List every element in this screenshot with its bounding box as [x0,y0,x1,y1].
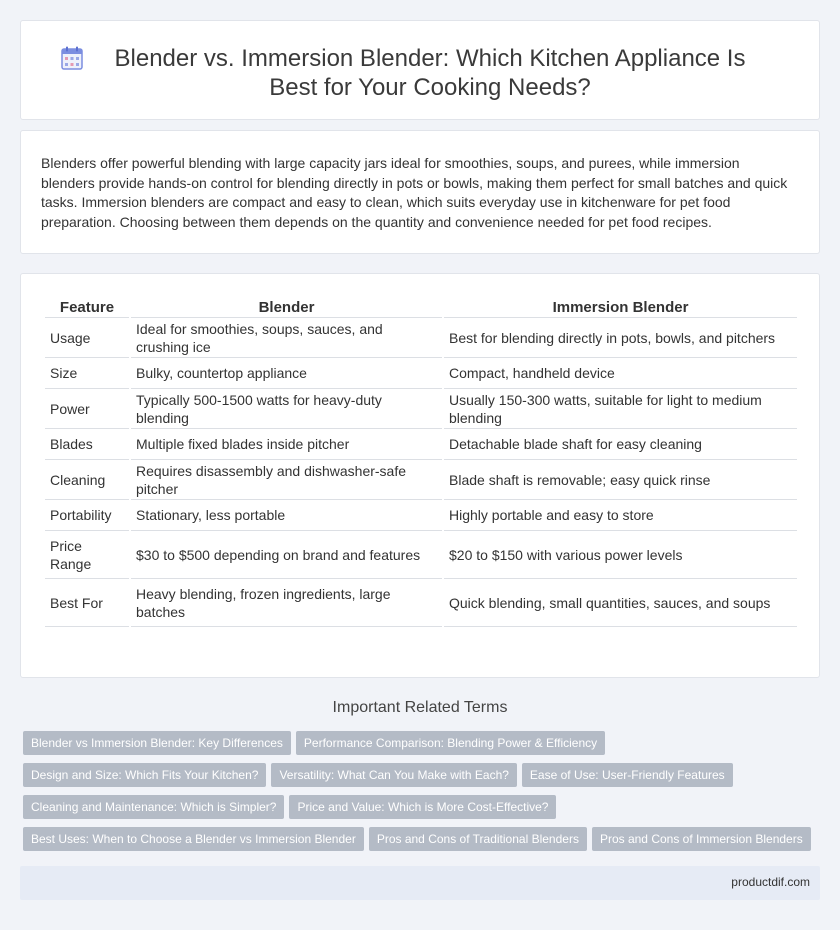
table-cell-feature: Power [45,389,129,429]
table-row [45,460,797,500]
table-row [45,579,797,627]
table-cell-immersion: Detachable blade shaft for easy cleaning [444,429,797,460]
table-cell-immersion: $20 to $150 with various power levels [444,531,797,579]
related-tag[interactable]: Ease of Use: User-Friendly Features [522,763,733,787]
table-row [45,358,797,389]
tag-row [23,795,823,827]
table-cell-blender: $30 to $500 depending on brand and features [131,531,442,579]
table-row [45,318,797,358]
table-row [45,429,797,460]
summary-card [20,130,820,254]
related-tag[interactable]: Pros and Cons of Traditional Blenders [369,827,587,851]
title-card [20,20,820,120]
table-cell-blender: Stationary, less portable [131,500,442,531]
table-cell-immersion: Best for blending directly in pots, bowls, and pitchers [444,318,797,358]
related-terms-tags [23,731,823,859]
related-tag[interactable]: Versatility: What Can You Make with Each? [271,763,516,787]
related-terms-heading: Important Related Terms [332,699,508,716]
table-row [45,389,797,429]
comparison-table [43,296,799,627]
table-cell-feature: Size [45,358,129,389]
related-tag[interactable]: Blender vs Immersion Blender: Key Differences [23,731,291,755]
calendar-grid-icon [61,46,83,70]
table-cell-blender: Requires disassembly and dishwasher-safe pitcher [131,460,442,500]
comparison-table-card [20,273,820,678]
table-cell-feature: Price Range [45,531,129,579]
related-tag[interactable]: Best Uses: When to Choose a Blender vs Immersion Blender [23,827,364,851]
tag-row [23,827,823,859]
table-cell-feature: Blades [45,429,129,460]
summary-text: Blenders offer powerful blending with large capacity jars ideal for smoothies, soups, and purees, while immersion blenders provide hands-on control for blending directly in pots or bowls, making them perfect for small batches and quick tasks. Immersion blenders are compact and easy to clean, which suits everyday use in kitchenware for pet food preparation. Choosing between them depends on the quantity and convenience needed for pet food recipes. [41,155,788,230]
table-cell-feature: Usage [45,318,129,358]
table-cell-immersion: Usually 150-300 watts, suitable for light to medium blending [444,389,797,429]
table-cell-blender: Ideal for smoothies, soups, sauces, and crushing ice [131,318,442,358]
header-blender: Blender [131,296,442,318]
footer-site-link[interactable]: productdif.com [731,875,810,889]
table-cell-immersion: Highly portable and easy to store [444,500,797,531]
table-cell-immersion: Quick blending, small quantities, sauces, and soups [444,579,797,627]
table-cell-blender: Typically 500-1500 watts for heavy-duty blending [131,389,442,429]
table-cell-immersion: Blade shaft is removable; easy quick rinse [444,460,797,500]
table-cell-feature: Best For [45,579,129,627]
header-immersion-blender: Immersion Blender [444,296,797,318]
related-tag[interactable]: Cleaning and Maintenance: Which is Simpler? [23,795,284,819]
title-wrap [21,44,819,102]
table-cell-feature: Portability [45,500,129,531]
table-cell-blender: Heavy blending, frozen ingredients, large batches [131,579,442,627]
related-tag[interactable]: Performance Comparison: Blending Power & Efficiency [296,731,605,755]
related-tag[interactable]: Design and Size: Which Fits Your Kitchen? [23,763,266,787]
tag-row [23,731,823,763]
footer [20,866,820,900]
tag-row [23,763,823,795]
related-tag[interactable]: Pros and Cons of Immersion Blenders [592,827,811,851]
page-title: Blender vs. Immersion Blender: Which Kitchen Appliance Is Best for Your Cooking Needs? [114,45,746,101]
table-header-row [45,296,797,318]
table-row [45,531,797,579]
header-feature: Feature [45,296,129,318]
table-cell-blender: Bulky, countertop appliance [131,358,442,389]
related-tag[interactable]: Price and Value: Which is More Cost-Effective? [289,795,556,819]
table-cell-feature: Cleaning [45,460,129,500]
table-cell-blender: Multiple fixed blades inside pitcher [131,429,442,460]
table-cell-immersion: Compact, handheld device [444,358,797,389]
table-row [45,500,797,531]
